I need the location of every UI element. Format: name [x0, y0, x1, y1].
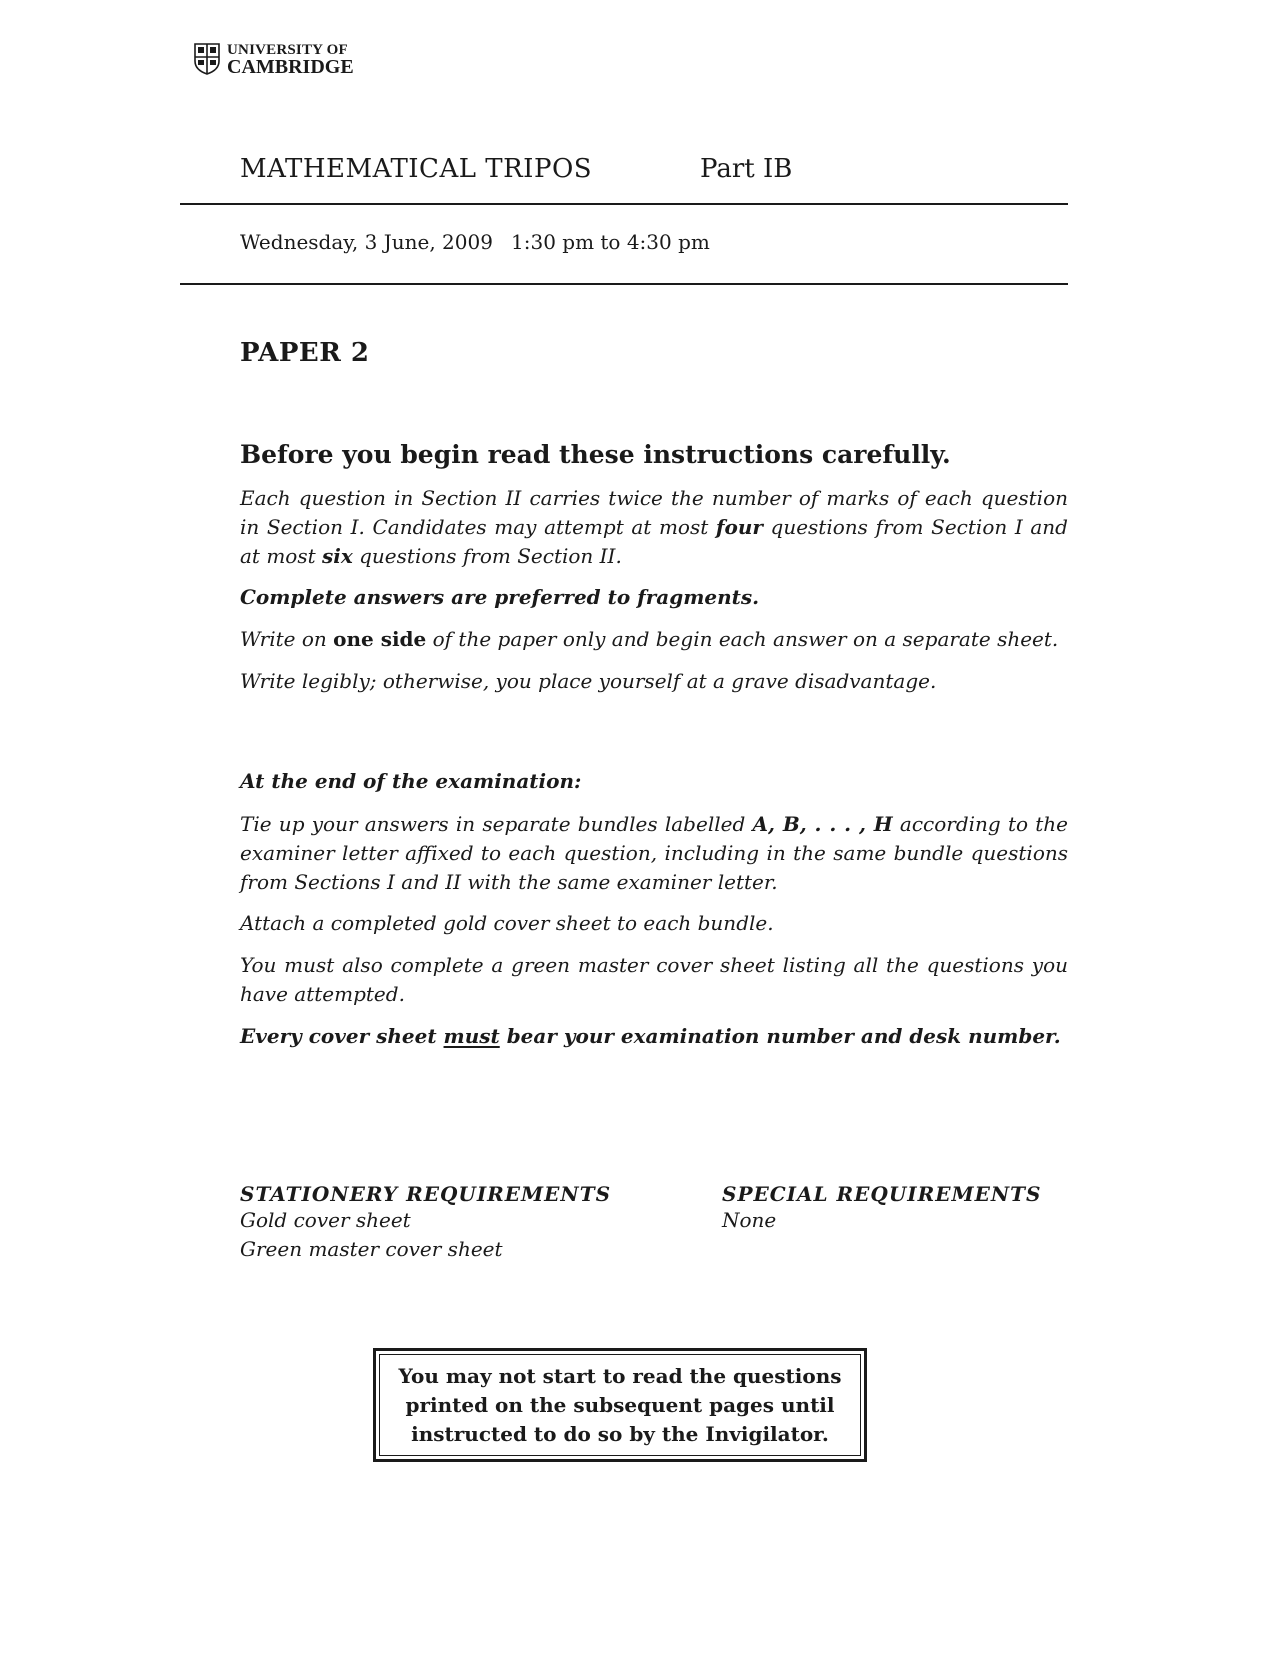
special-requirements: [722, 1182, 1041, 1235]
notice-line-2: printed on the subsequent pages until: [405, 1392, 835, 1417]
notice-line-1: You may not start to read the questions: [398, 1363, 842, 1388]
special-item: None: [722, 1208, 777, 1232]
special-heading: SPECIAL REQUIREMENTS: [722, 1182, 1042, 1206]
bundle-letters: A, B, . . . , H: [752, 812, 893, 836]
exam-part: Part IB: [700, 154, 793, 184]
stationery-requirements: [240, 1182, 611, 1264]
four-emphasis: four: [715, 515, 763, 539]
six-emphasis: six: [321, 544, 353, 568]
must-emphasis: must: [443, 1024, 500, 1048]
instructions-heading: Before you begin read these instructions carefully.: [240, 440, 951, 469]
exam-time: 1:30 pm to 4:30 pm: [511, 230, 710, 254]
instructions-paragraph-1: Each question in Section II carries twice the number of marks of each question in Section I. Candidates may attempt at most four questions from Section I and at most six questions from Section II.: [240, 486, 1068, 568]
paper-number: PAPER 2: [240, 338, 370, 368]
end-paragraph-4: Every cover sheet must bear your examination number and desk number.: [240, 1024, 1061, 1048]
one-side-emphasis: one side: [333, 627, 427, 651]
instructions-paragraph-2: Complete answers are preferred to fragments.: [240, 585, 760, 609]
end-paragraph-1: Tie up your answers in separate bundles labelled A, B, . . . , H according to the examiner letter affixed to each question, including in the same bundle questions from Sections I and II with the same examiner letter.: [240, 812, 1069, 894]
invigilator-notice-box: [373, 1348, 867, 1462]
instructions-paragraph-4: Write legibly; otherwise, you place yourself at a grave disadvantage.: [240, 669, 937, 693]
stationery-item: Gold cover sheet: [240, 1208, 411, 1232]
exam-date: Wednesday, 3 June, 2009: [240, 230, 493, 254]
instructions-paragraph-3: Write on one side of the paper only and begin each answer on a separate sheet.: [240, 627, 1059, 651]
notice-line-3: instructed to do so by the Invigilator.: [411, 1421, 829, 1446]
end-paragraph-3: You must also complete a green master cover sheet listing all the questions you have attempted.: [240, 953, 1068, 1006]
university-shield-icon: [194, 43, 220, 75]
exam-title: MATHEMATICAL TRIPOS: [240, 154, 593, 184]
end-heading: At the end of the examination:: [240, 769, 582, 793]
header-rule-top: [180, 203, 1068, 205]
header-rule-bottom: [180, 283, 1068, 285]
end-paragraph-2: Attach a completed gold cover sheet to each bundle.: [240, 911, 774, 935]
university-logo: [194, 42, 354, 76]
logo-line-1: UNIVERSITY OF: [227, 42, 348, 58]
stationery-item: Green master cover sheet: [240, 1237, 503, 1261]
logo-line-2: CAMBRIDGE: [227, 56, 354, 78]
stationery-heading: STATIONERY REQUIREMENTS: [240, 1182, 612, 1206]
